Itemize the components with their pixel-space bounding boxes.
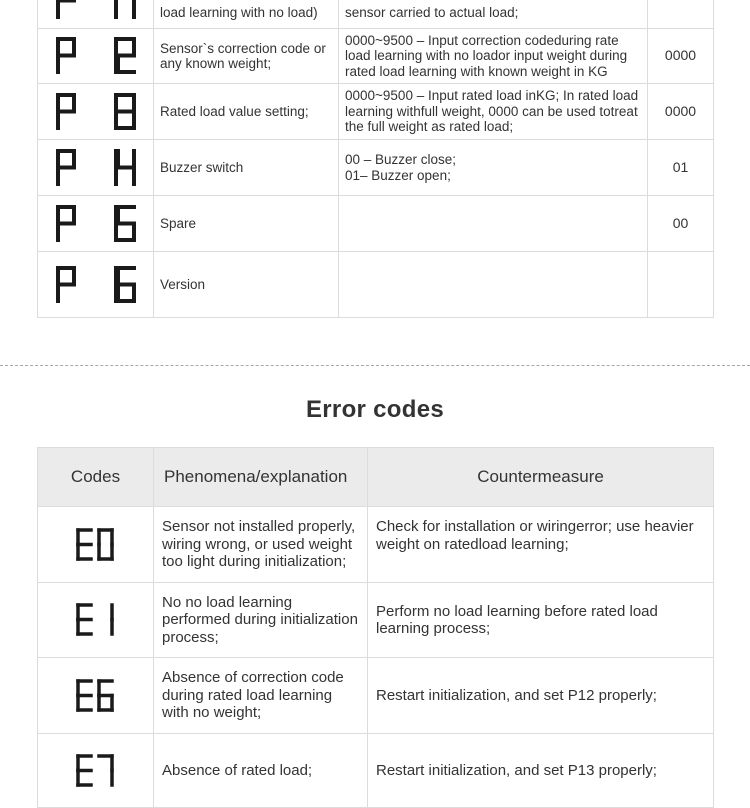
param-description: load learning with no load) <box>154 0 339 29</box>
param-code-p12 <box>38 29 154 84</box>
segment-display-p15 <box>52 201 148 247</box>
table-row <box>38 196 714 252</box>
param-setting <box>339 196 648 252</box>
param-description: Sensor`s correction code or any known weight; <box>154 29 339 84</box>
param-description: Version <box>154 252 339 318</box>
error-countermeasure: Restart initialization, and set P12 properly; <box>368 658 714 734</box>
table-row <box>38 583 714 658</box>
error-code-e1 <box>38 583 154 658</box>
segment-display-e0 <box>74 526 118 564</box>
error-phenomena: Sensor not installed properly, wiring wrong, or used weight too light during initialization; <box>154 507 368 583</box>
error-code-e6 <box>38 658 154 734</box>
param-code-p14 <box>38 140 154 196</box>
error-code-e7 <box>38 734 154 808</box>
error-code-e0 <box>38 507 154 583</box>
table-row <box>38 658 714 734</box>
error-phenomena: No no load learning performed during initialization process; <box>154 583 368 658</box>
error-phenomena: Absence of rated load; <box>154 734 368 808</box>
parameter-table <box>37 0 714 318</box>
error-phenomena: Absence of correction code during rated load learning with no weight; <box>154 658 368 734</box>
param-setting <box>339 252 648 318</box>
setting-line: 01– Buzzer open; <box>345 167 451 183</box>
param-default: 0000 <box>648 29 714 84</box>
header-codes: Codes <box>38 448 154 507</box>
param-code-p13 <box>38 84 154 140</box>
param-setting <box>339 140 648 196</box>
param-setting: 0000~9500 – Input correction codeduring rate load learning with no loador input weight during rated load learning with known weight in KG <box>339 29 648 84</box>
param-default: 00 <box>648 196 714 252</box>
header-phenomena: Phenomena/explanation <box>154 448 368 507</box>
param-default: 0000 <box>648 84 714 140</box>
header-countermeasure: Countermeasure <box>368 448 714 507</box>
table-row <box>38 507 714 583</box>
table-row <box>38 84 714 140</box>
table-row <box>38 29 714 84</box>
segment-display-p12 <box>52 33 148 79</box>
table-row <box>38 734 714 808</box>
segment-display-e7 <box>74 752 118 790</box>
segment-display-p11 <box>52 0 148 24</box>
param-default <box>648 252 714 318</box>
error-countermeasure: Perform no load learning before rated load learning process; <box>368 583 714 658</box>
segment-display-e1 <box>74 601 118 639</box>
table-row <box>38 0 714 29</box>
param-code-p15 <box>38 196 154 252</box>
error-codes-table <box>37 447 714 808</box>
segment-display-p16 <box>52 262 148 308</box>
param-setting: sensor carried to actual load; <box>339 0 648 29</box>
section-divider <box>0 365 750 366</box>
setting-line: 00 – Buzzer close; <box>345 152 457 167</box>
param-description: Buzzer switch <box>154 140 339 196</box>
section-title: Error codes <box>305 396 445 423</box>
table-row <box>38 140 714 196</box>
segment-display-p13 <box>52 89 148 135</box>
error-countermeasure: Check for installation or wiringerror; use heavier weight on ratedload learning; <box>368 507 714 583</box>
param-setting: 0000~9500 – Input rated load inKG; In rated load learning withfull weight, 0000 can be used totreat the full weight as rated load; <box>339 84 648 140</box>
segment-display-e6 <box>74 677 118 715</box>
param-code-p11 <box>38 0 154 29</box>
table-header-row <box>38 448 714 507</box>
table-row <box>38 252 714 318</box>
error-countermeasure: Restart initialization, and set P13 properly; <box>368 734 714 808</box>
param-code-p16 <box>38 252 154 318</box>
segment-display-p14 <box>52 145 148 191</box>
param-description: Rated load value setting; <box>154 84 339 140</box>
param-default <box>648 0 714 29</box>
param-default: 01 <box>648 140 714 196</box>
param-description: Spare <box>154 196 339 252</box>
